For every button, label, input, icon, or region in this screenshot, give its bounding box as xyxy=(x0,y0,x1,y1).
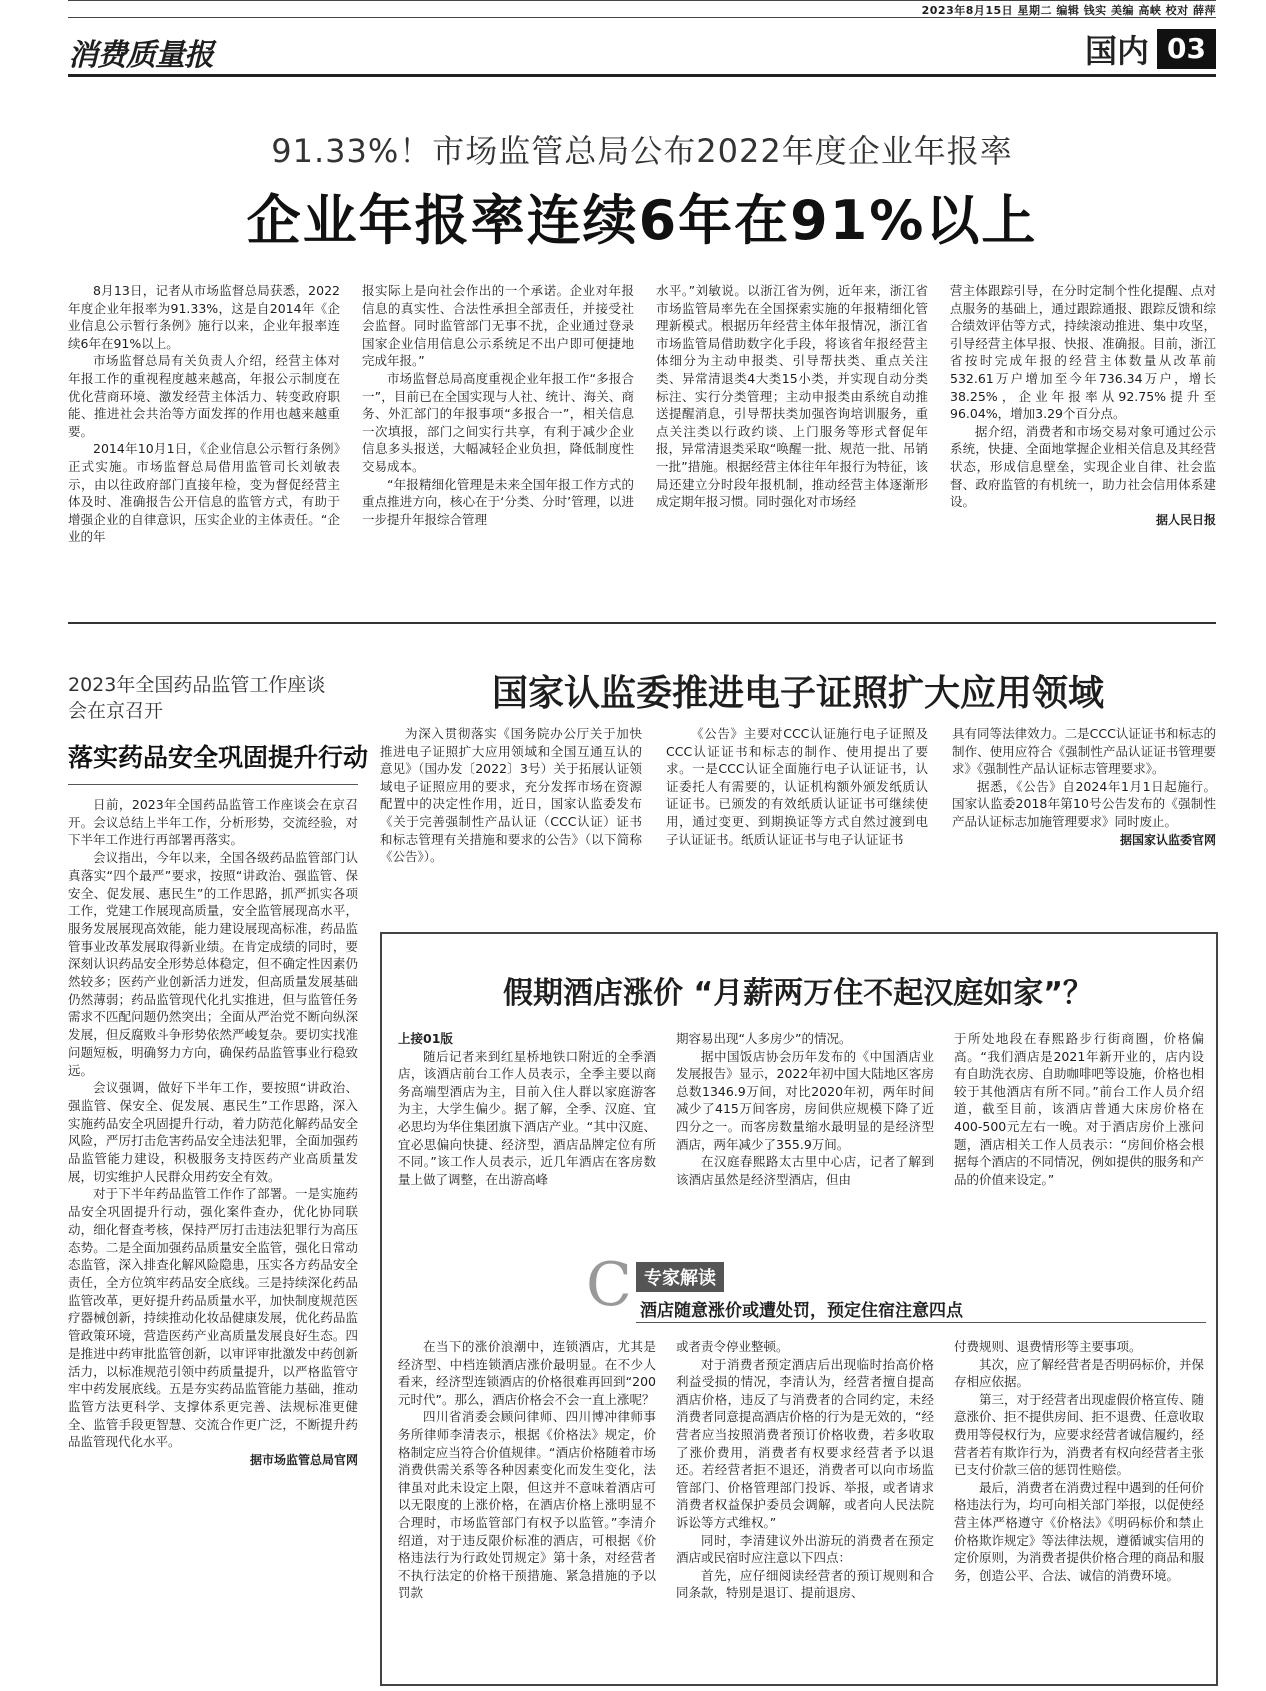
paragraph: 四川省消委会顾问律师、四川博冲律师事务所律师李清表示，根据《价格法》规定，价格制定应当符合价值规律。“酒店价格随着市场消费供需关系等各种因素变化而发生变化，法律虽对此未设定上限，但这并不意味着酒店可以无限度的上涨价格，在酒店价格上涨明显不合理时，市场监管部门有权予以监管。”李清介绍道，对于违反限价标准的酒店，可根据《价格违法行为行政处罚规定》第十条，对经营者不执行法定的价格干预措施、紧急措施的予以罚款 xyxy=(398,1409,656,1601)
expert-col2 xyxy=(676,1338,934,1602)
article4-col3 xyxy=(954,1030,1204,1188)
date-rule xyxy=(68,17,1216,18)
expert-badge: 专家解读 xyxy=(636,1262,724,1292)
paragraph: 首先，应仔细阅读经营者的预订规则和合同条款，特别是退订、提前退房、 xyxy=(676,1567,934,1601)
article1-source: 据人民日报 xyxy=(1155,512,1216,527)
paragraph: 第三，对于经营者出现虚假价格宣传、随意涨价、拒不提供房间、拒不退费、任意收取费用等侵权行为，应要求经营者诚信履约，经营者若有欺诈行为，消费者有权向经营者主张已支付价款三倍的惩罚性赔偿。 xyxy=(954,1391,1205,1478)
section-label xyxy=(1085,26,1216,72)
paragraph: 或者责令停业整顿。 xyxy=(676,1339,789,1354)
paragraph: 报实际上是向社会作出的一个承诺。企业对年报信息的真实性、合法性承担全部责任，并接受社会监督。同时监管部门无事不扰，企业通过登录国家企业信用信息公示系统足不出户即可便捷地完成年报。” xyxy=(362,283,634,369)
section-name: 国内 xyxy=(1085,32,1150,70)
paragraph: 据悉，《公告》自2024年1月1日起施行。国家认监委2018年第10号公告发布的《强制性产品认证标志加施管理要求》同时废止。 xyxy=(952,778,1216,829)
article2-title-rule xyxy=(68,784,358,785)
article3-col2 xyxy=(666,725,928,848)
article3-col1 xyxy=(380,725,642,866)
expert-headline: 酒店随意涨价或遭处罚，预定住宿注意四点 xyxy=(640,1301,963,1321)
paragraph: 2014年10月1日，《企业信息公示暂行条例》正式实施。市场监督总局借用监管司长刘敏表示，由以往政府部门直接年检，变为督促经营主体及时、准确报告公开信息的监管方式，有助于增强企业的自律意识，压实企业的主体责任。“企业的年 xyxy=(68,441,340,545)
article3-col3 xyxy=(952,725,1216,849)
paragraph: 8月13日，记者从市场监督总局获悉，2022年度企业年报率为91.33%，这是自2014年《企业信息公示暂行条例》施行以来，企业年报率连续6年在91%以上。 xyxy=(68,283,340,351)
top-rule xyxy=(68,0,1216,1)
masthead: 消费质量报 xyxy=(68,38,213,73)
paragraph: 在当下的涨价浪潮中，连锁酒店，尤其是经济型、中档连锁酒店涨价最明显。在不少人看来，经济型连锁酒店的价格很难再回到“200元时代”。那么，酒店价格会不会一直上涨呢？ xyxy=(398,1339,656,1407)
paragraph: 随后记者来到红星桥地铁口附近的全季酒店，该酒店前台工作人员表示，全季主要以商务高端型酒店为主，目前入住人群以家庭游客为主，大学生偏少。据了解，全季、汉庭、宜必思均为华住集团旗下酒店产业。“其中汉庭、宜必思偏向快捷、经济型，酒店品牌定位有所不同。”该工作人员表示，近几年酒店在客房数量上做了调整，在出游高峰 xyxy=(398,1048,656,1187)
expert-col3 xyxy=(954,1338,1204,1584)
date-line: 2023年8月15日 星期二 编辑 钱实 美编 高峡 校对 薛萍 xyxy=(921,4,1216,17)
article2-source: 据市场监管总局官网 xyxy=(249,1453,358,1468)
paragraph: 同时，李清建议外出游玩的消费者在预定酒店或民宿时应注意以下四点： xyxy=(676,1532,934,1566)
paragraph: 对于下半年药品监管工作作了部署。一是实施药品安全巩固提升行动，强化案件查办，优化协同联动，细化督查考核，保持严厉打击违法犯罪行为高压态势。二是全面加强药品质量安全监管，强化日常动态监管，深入排查化解风险隐患，压实各方药品安全责任，全方位筑牢药品安全底线。三是持续深化药品监管改革，更好提升药品质量水平，加快制度规范医疗器械创新，持续推动化妆品健康发展，优化药品监管政策环境，营造医药产业高质量发展良好生态。四是推进中药审批监管创新，以审评审批激发中药创新活力，以标准规范引领中药质量提升，以严格监管守牢中药发展底线。五是夯实药品监管能力基础，推动监管方法更科学、支撑体系更完善、法规标准更健全、监管手段更智慧、交流合作更广泛，不断提升药品监管现代化水平。 xyxy=(68,1186,358,1450)
paragraph: 日前，2023年全国药品监管工作座谈会在京召开。会议总结上半年工作，分析形势，交流经验，对下半年工作进行再部署再落实。 xyxy=(68,797,358,848)
paragraph: 为深入贯彻落实《国务院办公厅关于加快推进电子证照扩大应用领域和全国互通互认的意见》（国办发〔2022〕3号）关于拓展认证领域电子证照应用的要求，充分发挥市场在资源配置中的决定性作用，近日，国家认监委发布《关于完善强制性产品认证（CCC认证）证书和标志管理有关措施和要求的公告》（以下简称《公告》）。 xyxy=(380,726,642,865)
header-rule xyxy=(68,74,1216,77)
paragraph: 市场监督总局高度重视企业年报工作“多报合一”，目前已在全国实现与人社、统计、海关、商务、外汇部门的年报事项“多报合一”，相关信息一次填报，部门之间实行共享，有利于减少企业信息多头报送，大幅减轻企业负担，降低制度性交易成本。 xyxy=(362,370,634,474)
paragraph: 营主体跟踪引导，在分时定制个性化提醒、点对点服务的基础上，通过跟踪通报、跟踪反馈和综合绩效评估等方式，持续滚动推进、集中攻坚，引导经营主体早报、快报、准确报。目前，浙江省按时完成年报的经营主体数量从改革前532.61万户增加至今年736.34万户，增长38.25%，企业年报率从92.75%提升至96.04%，增加3.29个百分点。 xyxy=(950,283,1216,422)
article4-col2 xyxy=(676,1030,934,1188)
article1-col3 xyxy=(656,282,928,511)
paragraph: 具有同等法律效力。二是CCC认证证书和标志的制作、使用应符合《强制性产品认证证书管理要求》《强制性产品认证标志管理要求》。 xyxy=(952,726,1216,777)
article3-source: 据国家认监委官网 xyxy=(1119,832,1216,847)
paragraph: 《公告》主要对CCC认证施行电子证照及CCC认证证书和标志的制作、使用提出了要求。一是CCC认证全面施行电子认证证书，认证委托人有需要的，认证机构额外颁发纸质认证证书。已颁发的有效纸质认证证书可继续使用，通过变更、到期换证等方式自然过渡到电子认证证书。纸质认证证书与电子认证证书 xyxy=(666,726,928,847)
paragraph: 据中国饭店协会历年发布的《中国酒店业发展报告》显示，2022年初中国大陆地区客房总数1346.9万间，对比2020年初，两年时间减少了415万间客房，房间供应规模下降了近四分之一。而客房数量缩水最明显的是经济型酒店，两年减少了355.9万间。 xyxy=(676,1048,934,1152)
continued-note: 上接01版 xyxy=(398,1031,453,1046)
paragraph: 会议指出，今年以来，全国各级药品监管部门认真落实“四个最严”要求，按照“讲政治、强监管、保安全、促发展、惠民生”的工作思路，抓严抓实各项工作，党建工作展现高质量，安全监管展现高水平，服务发展展现高效能，能力建设展现高标准，药品监管事业改革发展取得新业绩。在肯定成绩的同时，要深刻认识药品安全形势总体稳定，但不确定性因素仍然较多；医药产业创新活力迸发，但高质量发展基础仍然薄弱；药品监管现代化扎实推进，但与监管任务需求不匹配问题仍然突出；全面从严治党不断向纵深发展，但反腐败斗争形势依然严峻复杂。要切实找准问题短板，明确努力方向，确保药品监管事业行稳致远。 xyxy=(68,850,358,1078)
article4-col1 xyxy=(398,1030,656,1188)
article1-col2 xyxy=(362,282,634,528)
article1-subtitle: 91.33%！市场监管总局公布2022年度企业年报率 xyxy=(271,132,1013,170)
paragraph: 水平。”刘敏说。以浙江省为例，近年来，浙江省市场监管局率先在全国探索实施的年报精细化管理新模式。根据历年经营主体年报情况，浙江省市场监管局借助数字化手段，将该省年报经营主体细分为主动申报类、引导帮扶类、重点关注类、异常清退类4大类15小类，并实现自动分类标注、实行分类管理；主动申报类由系统自动推送提醒消息，引导帮扶类加强咨询培训服务，重点关注类以行政约谈、上门服务等形式督促年报，异常清退类采取“唤醒一批、规范一批、吊销一批”措施。根据经营主体往年年报行为特征，该局还建立分时段年报机制，推动经营主体逐渐形成定期年报习惯。同时强化对市场经 xyxy=(656,283,928,510)
paragraph: 最后，消费者在消费过程中遇到的任何价格违法行为，均可向相关部门举报，以促使经营主体严格遵守《价格法》《明码标价和禁止价格欺诈规定》等法律法规，遵循诚实信用的定价原则，为消费者提供价格合理的商品和服务，创造公平、合法、诚信的消费环境。 xyxy=(954,1479,1205,1583)
article1-bottom-rule xyxy=(68,622,1216,624)
paragraph: “年报精细化管理是未来全国年报工作方式的重点推进方向，核心在于‘分类、分时’管理，以进一步提升年报综合管理 xyxy=(362,476,634,527)
paragraph: 会议强调，做好下半年工作，要按照“讲政治、强监管、保安全、促发展、惠民生”工作思路，深入实施药品安全巩固提升行动，着力防范化解药品安全风险，严厉打击危害药品安全违法犯罪，全面加强药品监管能力建设，积极服务支持医药产业高质量发展，切实维护人民群众用药安全有效。 xyxy=(68,1080,358,1184)
paragraph: 期容易出现“人多房少”的情况。 xyxy=(676,1031,852,1046)
article3-title: 国家认监委推进电子证照扩大应用领域 xyxy=(491,673,1104,714)
expert-letter: C xyxy=(586,1250,632,1320)
article2-body xyxy=(68,796,358,1469)
paragraph: 付费规则、退费情形等主要事项。 xyxy=(954,1339,1142,1354)
page-number: 03 xyxy=(1157,29,1216,69)
article1-title: 企业年报率连续6年在91%以上 xyxy=(246,189,1038,252)
article2-subtitle: 2023年全国药品监管工作座谈会在京召开 xyxy=(68,674,326,722)
article1-col4 xyxy=(950,282,1216,529)
paragraph: 据介绍，消费者和市场交易对象可通过公示系统，快捷、全面地掌握企业相关信息及其经营状态，形成信息壁垒，实现企业自律、社会监督、政府监管的有机统一，助力社会信用体系建设。 xyxy=(950,423,1216,510)
expert-rule xyxy=(636,1322,1206,1323)
article1-col1 xyxy=(68,282,340,546)
article2-title: 落实药品安全巩固提升行动 xyxy=(68,743,369,772)
article4-title: 假期酒店涨价 “月薪两万住不起汉庭如家”？ xyxy=(503,976,1093,1011)
paragraph: 在汉庭春熙路太古里中心店，记者了解到该酒店虽然是经济型酒店，但由 xyxy=(676,1154,934,1187)
paragraph: 其次，应了解经营者是否明码标价，并保存相应依据。 xyxy=(954,1356,1205,1390)
paragraph: 对于消费者预定酒店后出现临时抬高价格利益受损的情况，李清认为，经营者擅自提高酒店价格，违反了与消费者的合同约定，未经消费者同意提高酒店价格的行为是无效的，“经营者应当按照消费者预订价格收费，若多收取了涨价费用，消费者有权要求经营者予以退还。若经营者拒不退还，消费者可以向市场监管部门、价格管理部门投诉、举报，或者请求消费者权益保护委员会调解，或者向人民法院诉讼等方式维权。” xyxy=(676,1356,934,1530)
paragraph: 市场监督总局有关负责人介绍，经营主体对年报工作的重视程度越来越高，年报公示制度在优化营商环境、激发经营主体活力、转变政府职能、推进社会共治等方面发挥的作用也越来越重要。 xyxy=(68,353,340,439)
expert-col1 xyxy=(398,1338,656,1602)
paragraph: 于所处地段在春熙路步行街商圈，价格偏高。“我们酒店是2021年新开业的，店内设有自助洗衣房、自助咖啡吧等设施，价格也相较于其他酒店有所不同。”前台工作人员介绍道，截至目前，该酒店普通大床房价格在400-500元左右一晚。对于酒店房价上涨问题，酒店相关工作人员表示：“房间价格会根据每个酒店的不同情况，例如提供的服务和产品的价值来设定。” xyxy=(954,1031,1205,1187)
